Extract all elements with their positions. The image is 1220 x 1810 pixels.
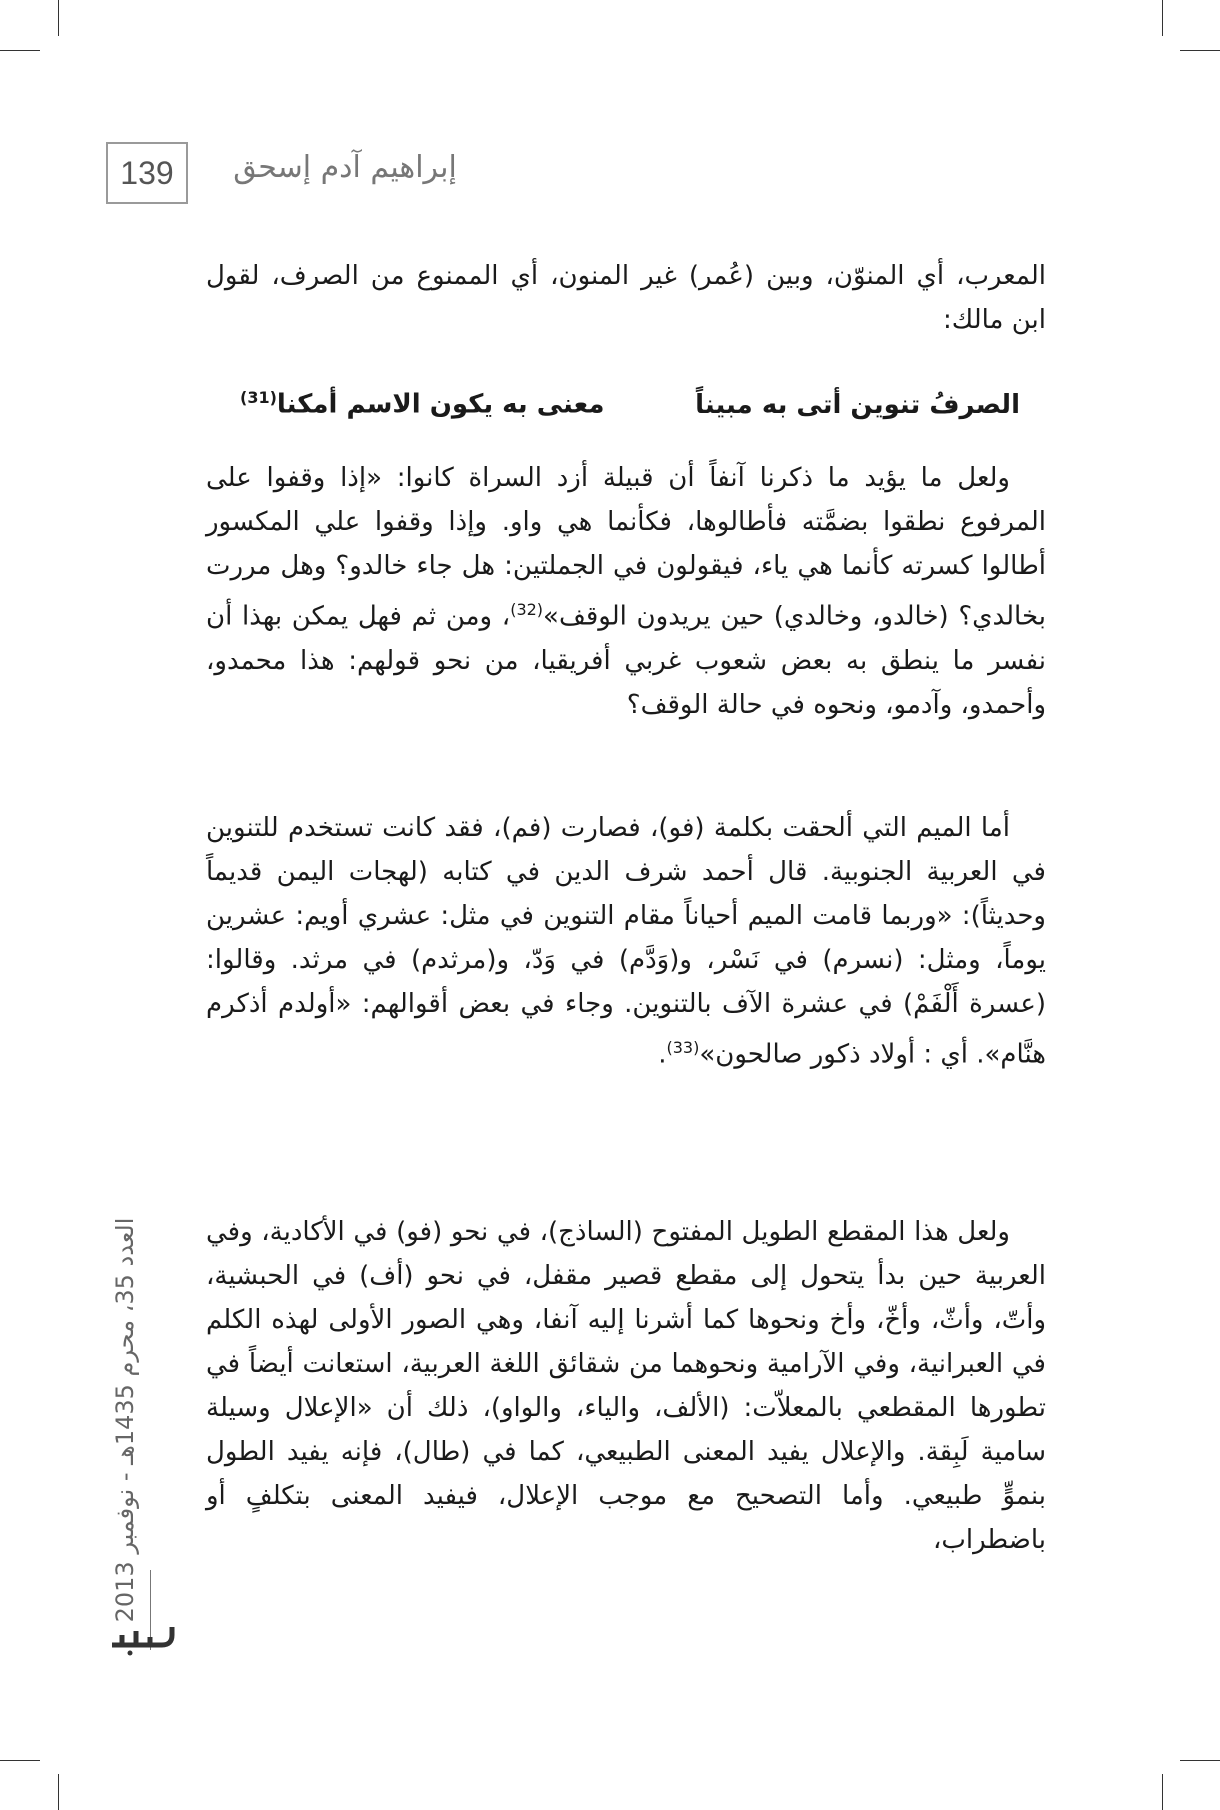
verse-right-hemistich: الصرفُ تنوين أتى به مبيناً [695, 389, 1020, 420]
crop-mark [0, 1760, 40, 1761]
poetry-verse [240, 388, 1020, 434]
footnote-ref: (32) [510, 600, 544, 619]
paragraph-2 [206, 456, 1046, 727]
intro-paragraph [206, 254, 1046, 342]
paragraph-2-tail: ، ومن ثم فهل يمكن بهذا أن نفسر ما ينطق به بعض شعوب غربي أفريقيا، من نحو قولهم: هذا محمدو، وأحمدو، وآدمو، ونحوه في حالة الوقف؟ [206, 601, 1046, 720]
crop-mark [1180, 50, 1220, 51]
paragraph-4 [206, 1210, 1046, 1562]
paragraph-4-text: ولعل هذا المقطع الطويل المفتوح (الساذج)، في نحو (فو) في الأكادية، وفي العربية حين بدأ يتحول إلى مقطع قصير مقفل، في نحو (أف) في الحبشية، وأتّ، وأثّ، وأخّ، وأخ ونحوها كما أشرنا إليه آنفا، وهي الصور الأولى لهذه الكلم في العبرانية، وفي الآرامية ونحوهما من شقائق اللغة العربية، استعانت أيضاً في تطورها المقطعي بالمعلاّت: (الألف، والياء، والواو)، ذلك أن «الإعلال وسيلة سامية لَبِقة. والإعلال يفيد المعنى الطبيعي، كما في (طال)، فإنه يفيد الطول بنموٍّ طبيعي. وأما التصحيح مع موجب الإعلال، فيفيد المعنى بتكلفٍ أو باضطراب، [206, 1217, 1046, 1555]
footnote-ref: (31) [240, 388, 277, 407]
running-head-author: إبراهيم آدم إسحق [233, 150, 457, 185]
crop-mark [0, 50, 40, 51]
intro-text: المعرب، أي المنوّن، وبين (عُمر) غير المنون، أي الممنوع من الصرف، لقول ابن مالك: [206, 261, 1046, 335]
crop-mark [1162, 1774, 1163, 1810]
footnote-ref: (33) [666, 1038, 700, 1057]
paragraph-3-tail: . [658, 1039, 667, 1070]
crop-mark [1162, 0, 1163, 36]
crop-mark [58, 1774, 59, 1810]
journal-logo-icon [108, 1623, 178, 1657]
paragraph-3 [206, 806, 1046, 1077]
crop-mark [1180, 1760, 1220, 1761]
issue-info: العدد 35، محرم 1435هـ - نوفمبر 2013 [111, 1217, 139, 1623]
paragraph-2-text: ولعل ما يؤيد ما ذكرنا آنفاً أن قبيلة أزد السراة كانوا: «إذا وقفوا على المرفوع نطقوا بضمَّته فأطالوها، فكأنما هي واو. وإذا وقفوا علي المكسور أطالوا كسرته كأنما هي ياء، فيقولون في الجملتين: هل جاء خالدو؟ وهل مررت بخالدي؟ (خالدو، وخالدي) حين يريدون الوقف» [206, 463, 1046, 632]
journal-logo [98, 1618, 188, 1662]
crop-mark [58, 0, 59, 36]
paragraph-3-text: أما الميم التي ألحقت بكلمة (فو)، فصارت (فم)، فقد كانت تستخدم للتنوين في العربية الجنوبية. قال أحمد شرف الدين في كتابه (لهجات اليمن قديماً وحديثاً): «وربما قامت الميم أحياناً مقام التنوين في مثل: عشري أويم: عشرين يوماً، ومثل: (نسرم) في نَسْر، و(وَدَّم) في وَدّ، و(مرثدم) في مرثد. وقالوا: (عسرة أَلْفَمْ) في عشرة الآف بالتنوين. وجاء في بعض أقوالهم: «أولدم أذكرم هنَّام». أي : أولاد ذكور صالحون» [206, 813, 1046, 1070]
page-number: 139 [106, 142, 188, 204]
verse-left-hemistich: معنى به يكون الاسم أمكنا$^{(31)}$ [240, 388, 605, 420]
